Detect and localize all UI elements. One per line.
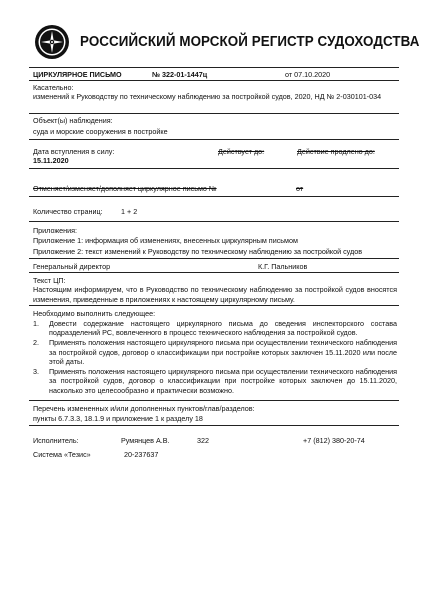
list-item [29,367,397,395]
main-text: Настоящим информируем, что в Руководство по техническому наблюдению за постройкой судов вносятся изменения, приведенные в приложениях к настоящему циркулярному письму. [33,285,397,304]
actions-list [29,319,397,395]
concerning-label: Касательно: [33,83,74,92]
organization-name: РОССИЙСКИЙ МОРСКОЙ РЕГИСТР СУДОХОДСТВА [80,33,420,50]
pages-label: Количество страниц: [33,207,103,216]
executor-name: Румянцев А.В. [121,436,170,445]
divider [29,221,399,222]
doc-number: № 322-01-1447ц [152,70,208,79]
director-name: К.Г. Пальников [258,262,308,271]
changed-text: пункты 6.7.3.3, 18.1.9 и приложение 1 к разделу 18 [33,414,203,423]
director-title: Генеральный директор [33,262,111,271]
cancels-from: от [296,184,304,193]
rs-emblem-icon [34,24,70,60]
divider [29,196,399,197]
actions-label: Необходимо выполнить следующее: [33,309,156,318]
doc-date: от 07.10.2020 [285,70,331,79]
executor-phone: +7 (812) 380-20-74 [303,436,365,445]
divider [29,425,399,426]
attachment-item: Приложение 2: текст изменений к Руководству по техническому наблюдению за постройкой судов [33,247,363,256]
item-text: Применять положения настоящего циркулярного письма при осуществлении технического наблюдения за постройкой судов, договор о классификации при постройке которых заключен до 15.11.2020, насколько это целесообразно и практически возможно. [49,367,397,395]
cancels-label: Отменяет/изменяет/дополняет циркулярное письмо № [33,184,217,193]
concerning-text: изменений к Руководству по техническому наблюдению за постройкой судов, 2020, НД № 2-030101-034 [33,92,382,101]
doc-type: ЦИРКУЛЯРНОЕ ПИСЬМО [33,70,122,79]
text-label: Текст ЦП: [33,276,66,285]
extended-label: Действие продлено до: [297,147,375,156]
system-label: Система «Тезис» [33,450,91,459]
system-number: 20-237637 [124,450,159,459]
item-number: 3. [33,367,39,377]
executor-ext: 322 [197,436,209,445]
divider [29,67,399,68]
divider [29,113,399,114]
item-number: 2. [33,338,39,348]
item-text: Довести содержание настоящего циркулярного письма до сведения инспекторского состава подразделений РС, вовлеченного в процесс технического наблюдения за постройкой судов. [49,319,397,338]
valid-until-label: Действует до: [218,147,265,156]
letterhead [30,22,420,64]
effective-label: Дата вступления в силу: [33,147,115,156]
objects-text: суда и морские сооружения в постройке [33,127,168,136]
item-number: 1. [33,319,39,328]
list-item [29,338,397,366]
objects-label: Объект(ы) наблюдения: [33,116,113,125]
item-text: Применять положения настоящего циркулярного письма при осуществлении технического наблюдения за постройкой судов, договор о классификации при постройке которых заключен 15.11.2020 или после этой даты. [49,338,397,367]
divider [29,139,399,140]
divider [29,272,399,273]
effective-date: 15.11.2020 [33,156,69,165]
attachments-label: Приложения: [33,226,78,235]
list-item [29,319,397,338]
divider [29,258,399,259]
pages-value: 1 + 2 [121,207,138,216]
changed-label: Перечень измененных и/или дополненных пунктов/глав/разделов: [33,404,255,413]
divider [29,80,399,81]
attachment-item: Приложение 1: информация об изменениях, внесенных циркулярным письмом [33,236,298,245]
divider [29,400,399,401]
divider [29,168,399,169]
divider [29,305,399,306]
executor-label: Исполнитель: [33,436,79,445]
